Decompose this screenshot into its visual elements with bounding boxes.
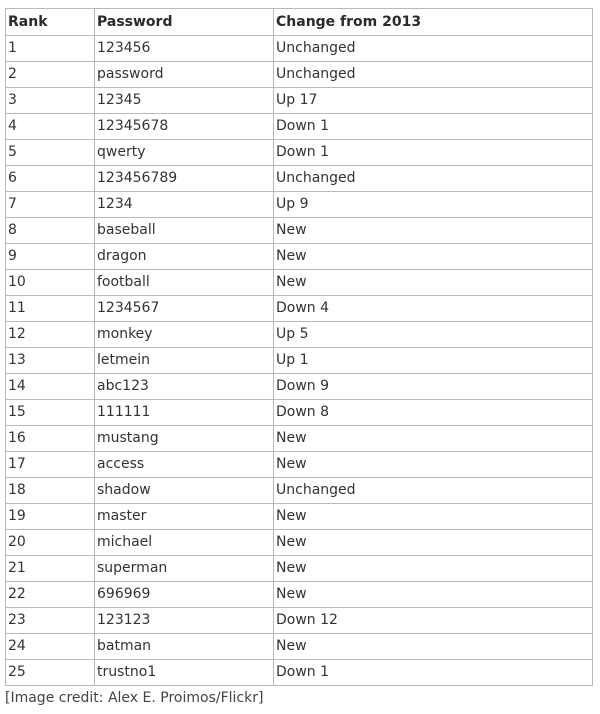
table-row — [6, 244, 593, 270]
password-cell: 123456 — [95, 36, 274, 62]
change-cell: Down 12 — [274, 608, 593, 634]
rank-cell: 3 — [6, 88, 95, 114]
table-row — [6, 36, 593, 62]
rank-cell: 5 — [6, 140, 95, 166]
change-cell: New — [274, 582, 593, 608]
change-cell: Down 8 — [274, 400, 593, 426]
rank-cell: 10 — [6, 270, 95, 296]
change-cell: New — [274, 426, 593, 452]
password-cell: 123123 — [95, 608, 274, 634]
table-body — [6, 36, 593, 686]
change-cell: New — [274, 634, 593, 660]
rank-cell: 24 — [6, 634, 95, 660]
rank-cell: 20 — [6, 530, 95, 556]
rank-cell: 1 — [6, 36, 95, 62]
rank-cell: 23 — [6, 608, 95, 634]
table-row — [6, 478, 593, 504]
table-row — [6, 530, 593, 556]
password-cell: 111111 — [95, 400, 274, 426]
table-row — [6, 322, 593, 348]
table-row — [6, 426, 593, 452]
change-cell: Up 1 — [274, 348, 593, 374]
rank-cell: 11 — [6, 296, 95, 322]
header-password: Password — [95, 9, 274, 36]
table-header-row — [6, 9, 593, 36]
change-cell: New — [274, 452, 593, 478]
change-cell: New — [274, 530, 593, 556]
password-cell: football — [95, 270, 274, 296]
password-cell: dragon — [95, 244, 274, 270]
change-cell: Unchanged — [274, 478, 593, 504]
change-cell: Down 1 — [274, 140, 593, 166]
change-cell: Down 9 — [274, 374, 593, 400]
table-row — [6, 140, 593, 166]
table-row — [6, 608, 593, 634]
password-cell: michael — [95, 530, 274, 556]
password-cell: baseball — [95, 218, 274, 244]
table-row — [6, 582, 593, 608]
password-cell: mustang — [95, 426, 274, 452]
password-cell: 12345678 — [95, 114, 274, 140]
password-table — [5, 8, 593, 686]
table-row — [6, 114, 593, 140]
image-credit: [Image credit: Alex E. Proimos/Flickr] — [5, 690, 264, 706]
rank-cell: 14 — [6, 374, 95, 400]
table-row — [6, 660, 593, 686]
table-row — [6, 296, 593, 322]
password-cell: qwerty — [95, 140, 274, 166]
password-cell: shadow — [95, 478, 274, 504]
rank-cell: 2 — [6, 62, 95, 88]
password-cell: master — [95, 504, 274, 530]
change-cell: Unchanged — [274, 166, 593, 192]
change-cell: New — [274, 556, 593, 582]
password-cell: access — [95, 452, 274, 478]
table-row — [6, 166, 593, 192]
rank-cell: 25 — [6, 660, 95, 686]
password-cell: 123456789 — [95, 166, 274, 192]
password-cell: 12345 — [95, 88, 274, 114]
rank-cell: 22 — [6, 582, 95, 608]
password-cell: 1234 — [95, 192, 274, 218]
rank-cell: 13 — [6, 348, 95, 374]
password-cell: password — [95, 62, 274, 88]
password-cell: superman — [95, 556, 274, 582]
password-cell: 1234567 — [95, 296, 274, 322]
table-row — [6, 270, 593, 296]
rank-cell: 18 — [6, 478, 95, 504]
rank-cell: 8 — [6, 218, 95, 244]
table-row — [6, 400, 593, 426]
table-row — [6, 348, 593, 374]
header-rank: Rank — [6, 9, 95, 36]
change-cell: New — [274, 504, 593, 530]
rank-cell: 6 — [6, 166, 95, 192]
table-row — [6, 62, 593, 88]
password-cell: letmein — [95, 348, 274, 374]
password-cell: batman — [95, 634, 274, 660]
change-cell: New — [274, 244, 593, 270]
password-cell: abc123 — [95, 374, 274, 400]
rank-cell: 12 — [6, 322, 95, 348]
rank-cell: 9 — [6, 244, 95, 270]
change-cell: Up 17 — [274, 88, 593, 114]
change-cell: Unchanged — [274, 62, 593, 88]
rank-cell: 4 — [6, 114, 95, 140]
rank-cell: 7 — [6, 192, 95, 218]
table-row — [6, 452, 593, 478]
table-row — [6, 634, 593, 660]
change-cell: Unchanged — [274, 36, 593, 62]
rank-cell: 15 — [6, 400, 95, 426]
header-change: Change from 2013 — [274, 9, 593, 36]
table-row — [6, 556, 593, 582]
change-cell: Down 1 — [274, 660, 593, 686]
password-cell: 696969 — [95, 582, 274, 608]
table-row — [6, 504, 593, 530]
table-row — [6, 88, 593, 114]
rank-cell: 16 — [6, 426, 95, 452]
change-cell: New — [274, 218, 593, 244]
table-row — [6, 374, 593, 400]
change-cell: Up 5 — [274, 322, 593, 348]
table-row — [6, 192, 593, 218]
rank-cell: 21 — [6, 556, 95, 582]
change-cell: Up 9 — [274, 192, 593, 218]
rank-cell: 17 — [6, 452, 95, 478]
rank-cell: 19 — [6, 504, 95, 530]
change-cell: Down 1 — [274, 114, 593, 140]
password-cell: monkey — [95, 322, 274, 348]
change-cell: New — [274, 270, 593, 296]
change-cell: Down 4 — [274, 296, 593, 322]
table-row — [6, 218, 593, 244]
password-cell: trustno1 — [95, 660, 274, 686]
